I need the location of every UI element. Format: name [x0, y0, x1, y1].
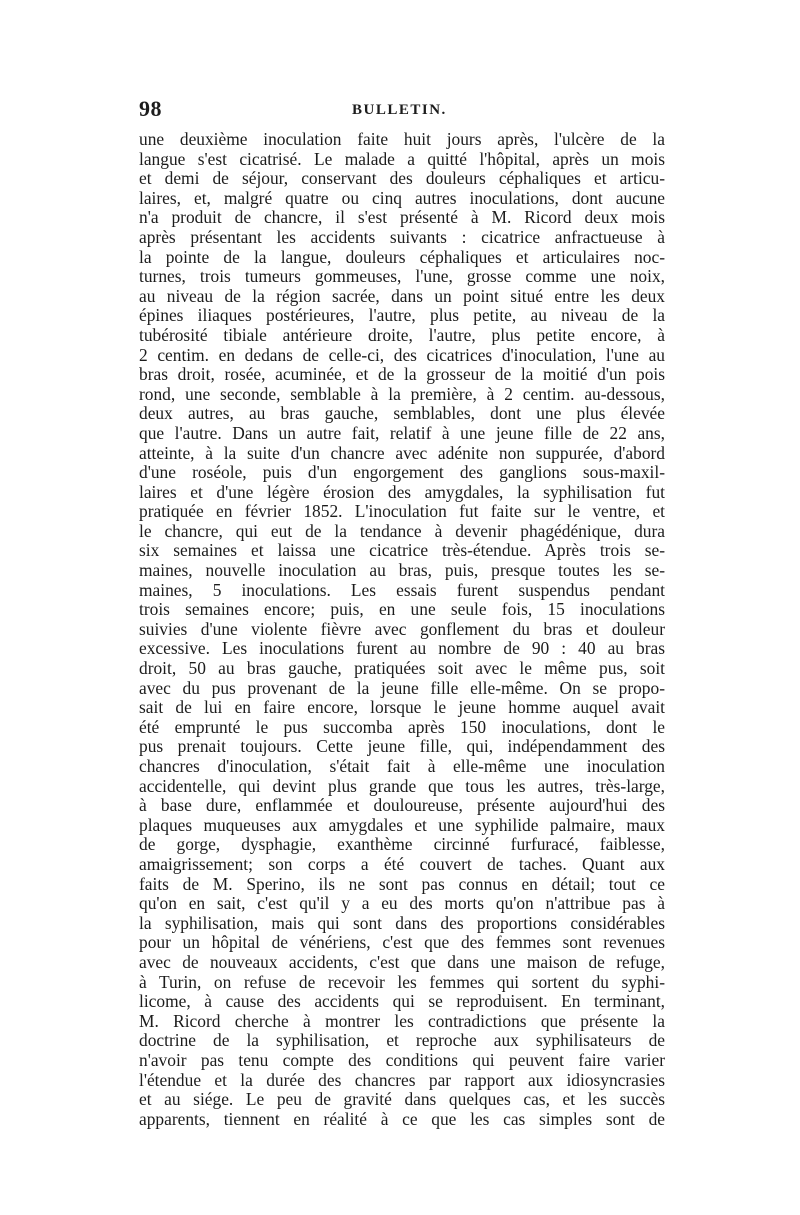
text-line: n'avoir pas tenu compte des conditions qui peuvent faire varier — [139, 1050, 665, 1070]
text-line: plaques muqueuses aux amygdales et une syphilide palmaire, maux — [139, 815, 665, 835]
text-line: été emprunté le pus succomba après 150 inoculations, dont le — [139, 717, 665, 737]
text-line: n'a produit de chancre, il s'est présenté à M. Ricord deux mois — [139, 208, 665, 228]
text-line: pus prenait toujours. Cette jeune fille, qui, indépendamment des — [139, 737, 665, 757]
text-line: et demi de séjour, conservant des douleurs céphaliques et articu- — [139, 169, 665, 189]
text-line: accidentelle, qui devint plus grande que tous les autres, très-large, — [139, 776, 665, 796]
text-line: bras droit, rosée, acuminée, et de la grosseur de la moitié d'un pois — [139, 365, 665, 385]
text-line: à base dure, enflammée et douloureuse, présente aujourd'hui des — [139, 796, 665, 816]
text-line: atteinte, à la suite d'un chancre avec adénite non suppurée, d'abord — [139, 443, 665, 463]
text-line: une deuxième inoculation faite huit jours après, l'ulcère de la — [139, 130, 665, 149]
text-line: la syphilisation, mais qui sont dans des proportions considérables — [139, 913, 665, 933]
text-line: droit, 50 au bras gauche, pratiquées soit avec le même pus, soit — [139, 659, 665, 679]
text-line: d'une roséole, puis d'un engorgement des ganglions sous-maxil- — [139, 463, 665, 483]
text-line: après présentant les accidents suivants : cicatrice anfractueuse à — [139, 227, 665, 247]
text-line: laires et d'une légère érosion des amygdales, la syphilisation fut — [139, 482, 665, 502]
text-line: doctrine de la syphilisation, et reproche aux syphilisateurs de — [139, 1031, 665, 1051]
text-line: langue s'est cicatrisé. Le malade a quitté l'hôpital, après un mois — [139, 149, 665, 169]
page-header — [139, 97, 664, 121]
text-line: suivies d'une violente fièvre avec gonflement du bras et douleur — [139, 619, 665, 639]
text-line: la pointe de la langue, douleurs céphaliques et articulaires noc- — [139, 247, 665, 267]
text-line: amaigrissement; son corps a été couvert de taches. Quant aux — [139, 854, 665, 874]
text-line: de gorge, dysphagie, exanthème circinné furfuracé, faiblesse, — [139, 835, 665, 855]
text-line: au niveau de la région sacrée, dans un point situé entre les deux — [139, 286, 665, 306]
text-line: tubérosité tibiale antérieure droite, l'autre, plus petite encore, à — [139, 325, 665, 345]
text-line: rond, une seconde, semblable à la première, à 2 centim. au-dessous, — [139, 384, 665, 404]
text-line: licome, à cause des accidents qui se reproduisent. En terminant, — [139, 992, 665, 1012]
text-line: 2 centim. en dedans de celle-ci, des cicatrices d'inoculation, l'une au — [139, 345, 665, 365]
text-line: que l'autre. Dans un autre fait, relatif à une jeune fille de 22 ans, — [139, 423, 665, 443]
text-line: avec de nouveaux accidents, c'est que dans une maison de refuge, — [139, 952, 665, 972]
text-line: maines, 5 inoculations. Les essais furent suspendus pendant — [139, 580, 665, 600]
text-line: laires, et, malgré quatre ou cinq autres inoculations, dont aucune — [139, 188, 665, 208]
running-head: BULLETIN. — [352, 102, 447, 118]
text-line: trois semaines encore; puis, en une seule fois, 15 inoculations — [139, 600, 665, 620]
page-number: 98 — [139, 96, 162, 121]
text-line: avec du pus provenant de la jeune fille elle-même. On se propo- — [139, 678, 665, 698]
text-line: pratiquée en février 1852. L'inoculation fut faite sur le ventre, et — [139, 502, 665, 522]
text-line: maines, nouvelle inoculation au bras, puis, presque toutes les se- — [139, 561, 665, 581]
body-paragraph — [139, 130, 665, 1129]
text-line: sait de lui en faire encore, lorsque le jeune homme auquel avait — [139, 698, 665, 718]
text-line: excessive. Les inoculations furent au nombre de 90 : 40 au bras — [139, 639, 665, 659]
text-line: pour un hôpital de vénériens, c'est que des femmes sont revenues — [139, 933, 665, 953]
text-line: faits de M. Sperino, ils ne sont pas connus en détail; tout ce — [139, 874, 665, 894]
text-line: six semaines et laissa une cicatrice très-étendue. Après trois se- — [139, 541, 665, 561]
text-line: l'étendue et la durée des chancres par rapport aux idiosyncrasies — [139, 1070, 665, 1090]
text-line: épines iliaques postérieures, l'autre, plus petite, au niveau de la — [139, 306, 665, 326]
text-line: qu'on en sait, c'est qu'il y a eu des morts qu'on n'attribue pas à — [139, 894, 665, 914]
text-line: turnes, trois tumeurs gommeuses, l'une, grosse comme une noix, — [139, 267, 665, 287]
text-line: M. Ricord cherche à montrer les contradictions que présente la — [139, 1011, 665, 1031]
text-line: chancres d'inoculation, s'était fait à elle-même une inoculation — [139, 757, 665, 776]
text-line: deux autres, au bras gauche, semblables, dont une plus élevée — [139, 404, 665, 424]
text-line: apparents, tiennent en réalité à ce que les cas simples sont de — [139, 1109, 665, 1129]
text-line: et au siége. Le peu de gravité dans quelques cas, et les succès — [139, 1090, 665, 1110]
text-line: le chancre, qui eut de la tendance à devenir phagédénique, dura — [139, 521, 665, 541]
text-line: à Turin, on refuse de recevoir les femmes qui sortent du syphi- — [139, 972, 665, 992]
